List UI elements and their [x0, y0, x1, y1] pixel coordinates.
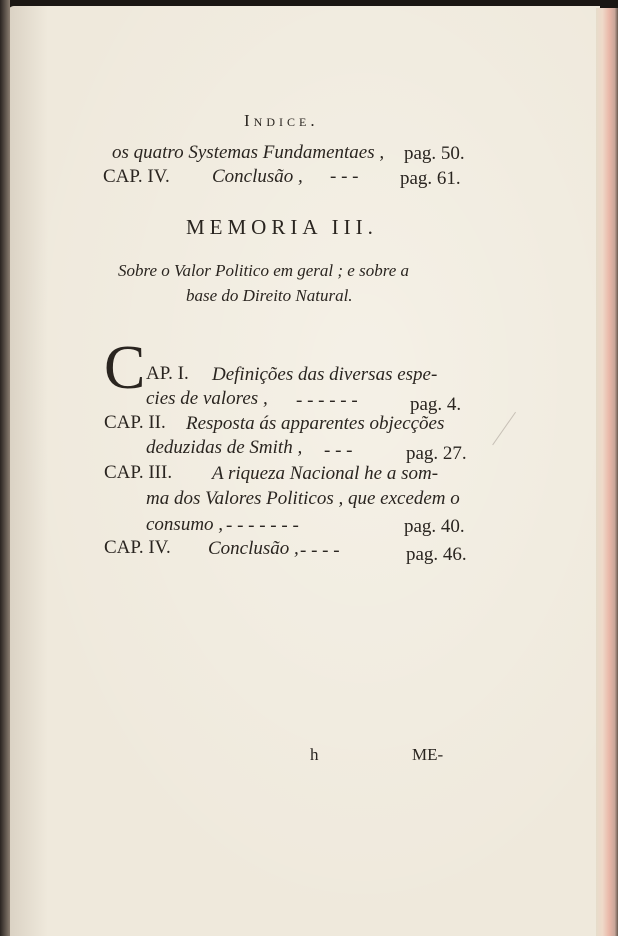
toc-cap-title: Conclusão , — [212, 166, 303, 187]
toc-cap-label: CAP. IV. — [104, 537, 171, 558]
toc-cap-label: CAP. IV. — [103, 166, 170, 187]
toc-page-number: pag. 40. — [404, 516, 465, 537]
toc-continuation-text: os quatro Systemas Fundamentaes , — [112, 142, 385, 163]
page-fore-edge — [596, 8, 618, 936]
toc-cap-title-cont: cies de valores , — [146, 388, 268, 409]
toc-cap-title-cont: deduzidas de Smith , — [146, 437, 303, 458]
catchword: ME- — [412, 745, 444, 764]
toc-page-number: pag. 27. — [406, 443, 467, 464]
toc-leaders: - - - - - - - — [226, 515, 299, 536]
drop-capital: C — [104, 334, 146, 402]
toc-page-number: pag. 61. — [400, 168, 461, 189]
toc-leaders: - - - — [324, 440, 353, 461]
toc-leaders: - - - - — [300, 540, 340, 561]
toc-cap-label: AP. I. — [146, 363, 189, 384]
toc-cap-title: Resposta ás apparentes objecções — [186, 413, 445, 434]
running-header: Indice. — [244, 111, 319, 130]
toc-cap-title-cont: ma dos Valores Politicos , que excedem o — [146, 488, 460, 509]
signature-mark: h — [310, 745, 319, 764]
toc-page-number: pag. 4. — [410, 394, 462, 415]
toc-continuation-page: pag. 50. — [404, 143, 465, 164]
scan-left-edge — [0, 0, 10, 936]
toc-cap-title: A riqueza Nacional he a som- — [212, 463, 439, 484]
toc-leaders: - - - — [330, 166, 359, 187]
memoria-heading: MEMORIA III. — [186, 215, 378, 239]
toc-page-number: pag. 46. — [406, 544, 467, 565]
toc-cap-title-cont: consumo , — [146, 514, 224, 535]
memoria-subtitle-line1: Sobre o Valor Politico em geral ; e sobre a — [118, 261, 410, 280]
toc-leaders: - - - - - - — [296, 390, 358, 411]
toc-cap-title: Conclusão , — [208, 538, 299, 559]
memoria-subtitle-line2: base do Direito Natural. — [186, 286, 353, 305]
toc-cap-label: CAP. II. — [104, 412, 166, 433]
toc-cap-title: Definições das diversas espe- — [212, 364, 438, 385]
toc-cap-label: CAP. III. — [104, 462, 173, 483]
